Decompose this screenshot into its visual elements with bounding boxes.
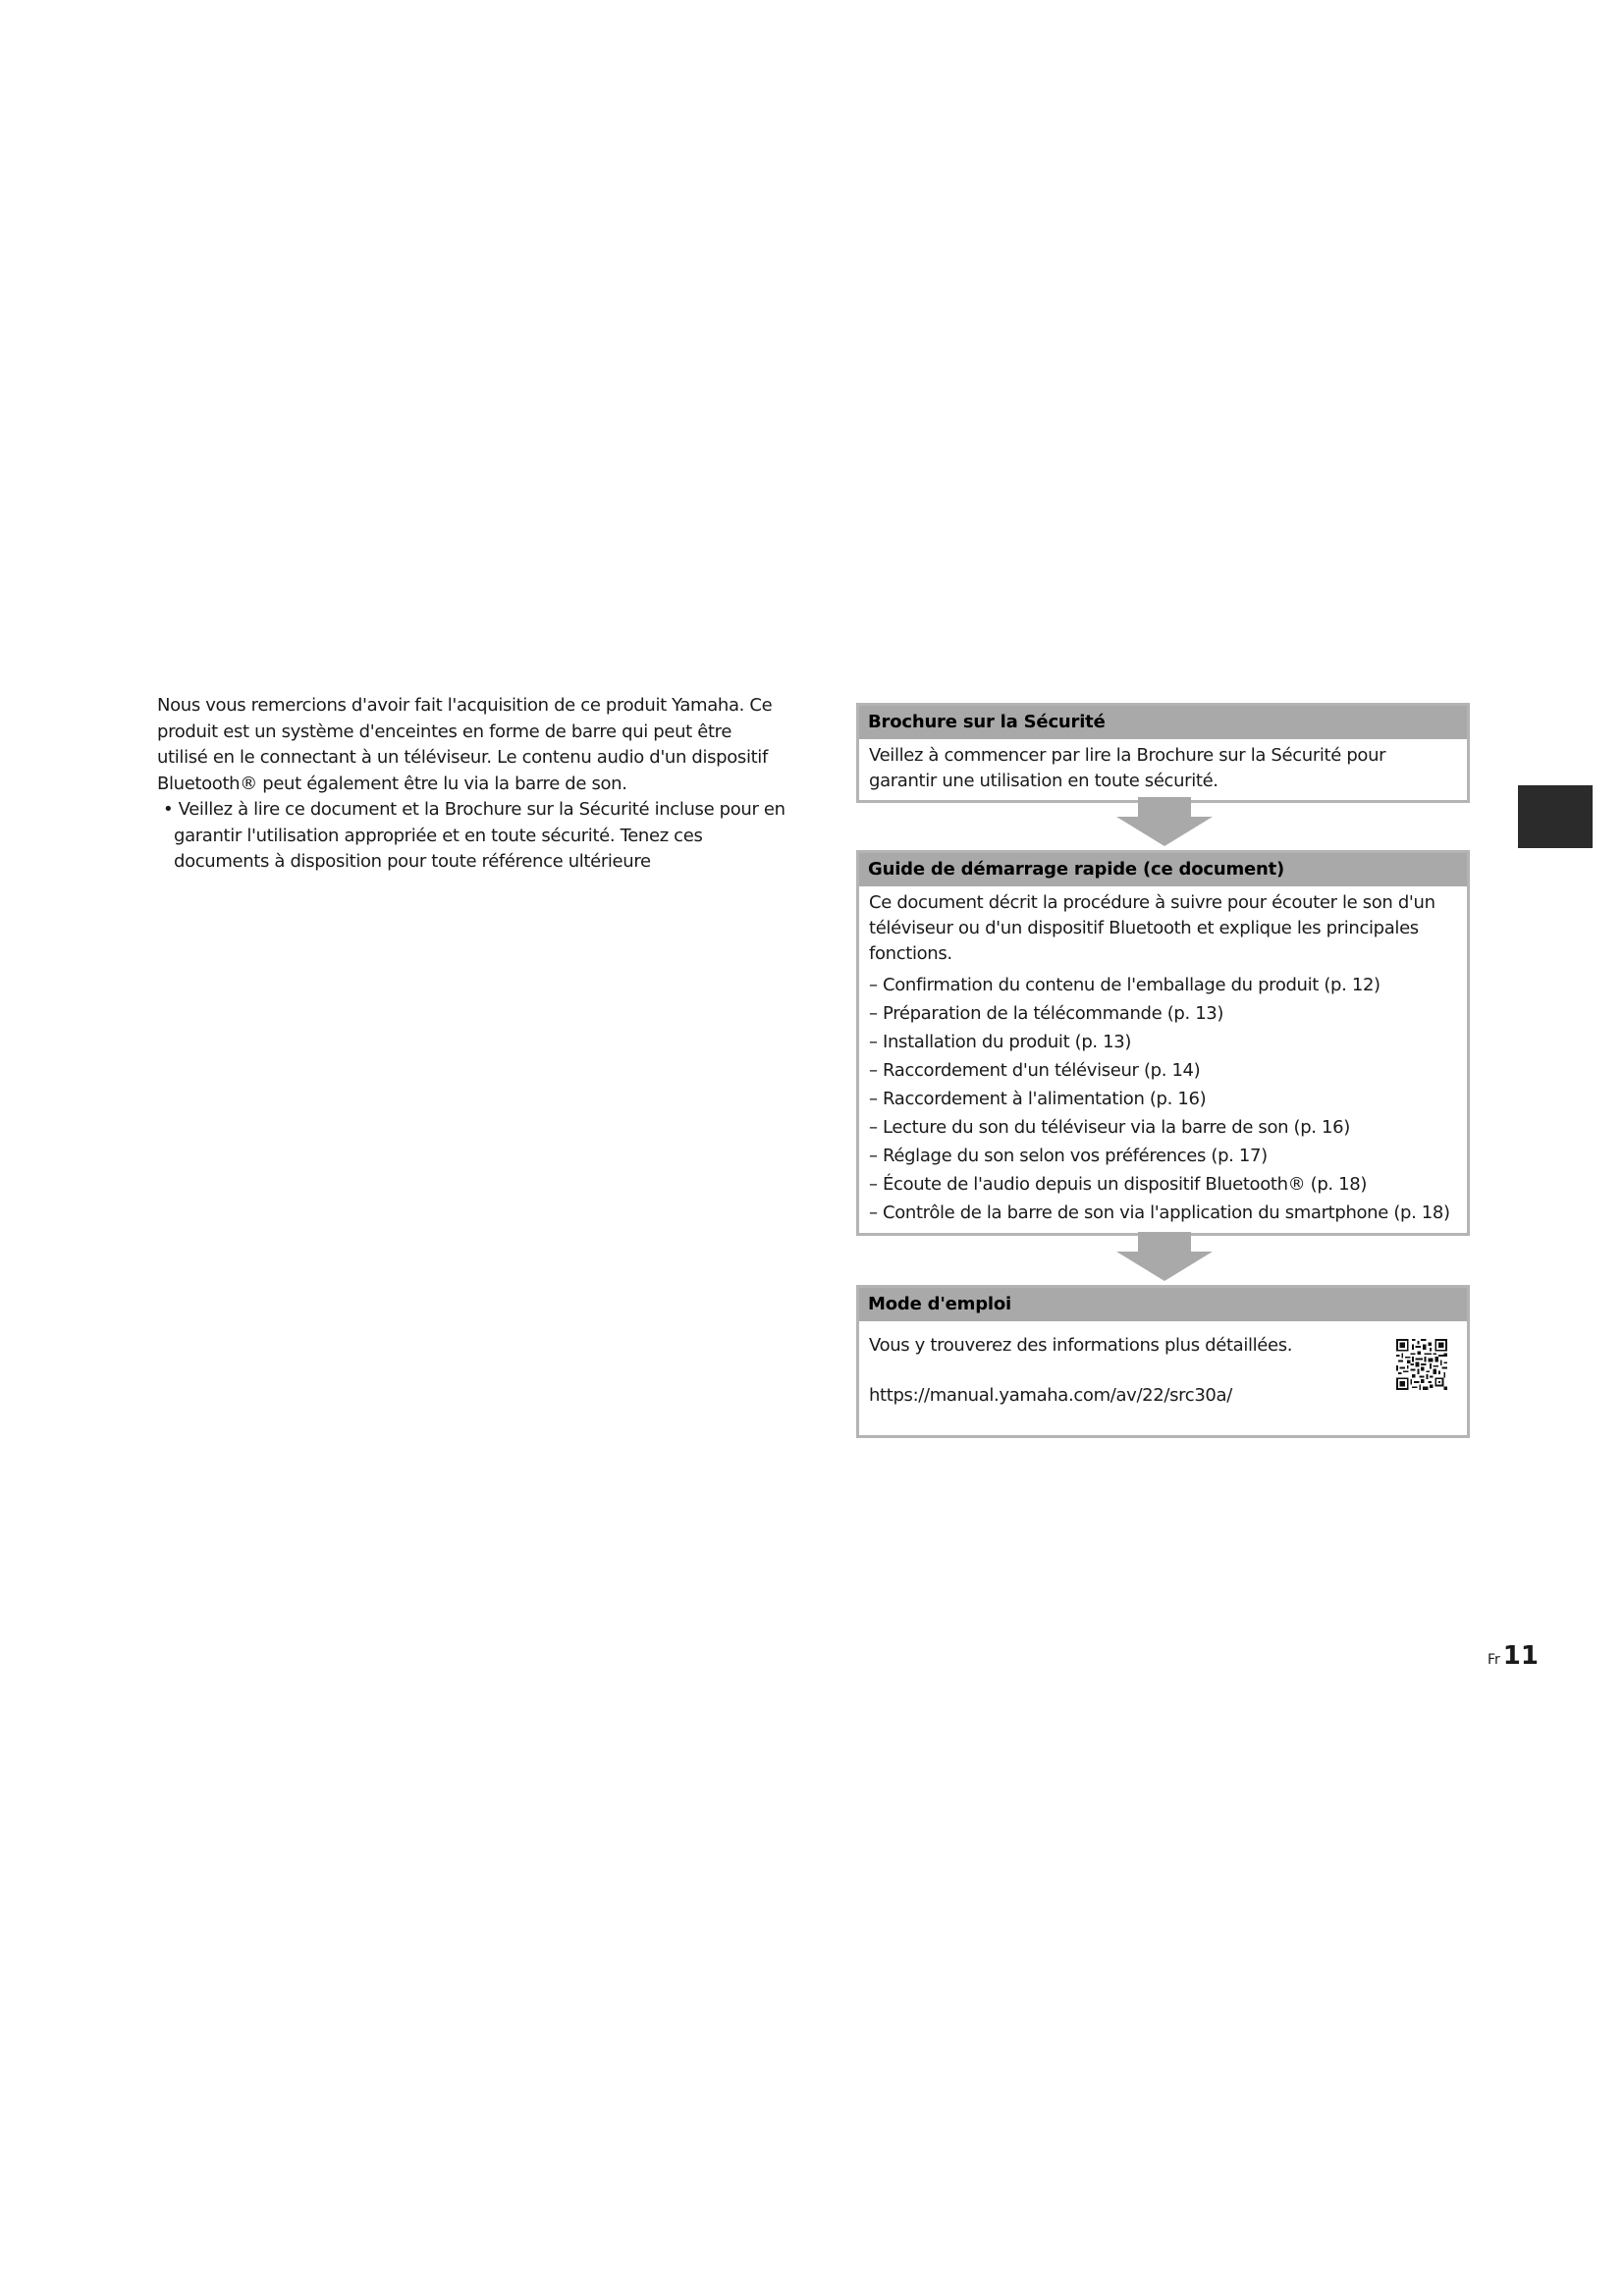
page-number [1488,1641,1539,1671]
manual-text: Vous y trouverez des informations plus détaillées. [869,1335,1293,1356]
list-item: – Raccordement d'un téléviseur (p. 14) [869,1060,1201,1081]
page-number-value: 11 [1502,1641,1539,1671]
list-item: – Raccordement à l'alimentation (p. 16) [869,1089,1207,1109]
manual-url-link[interactable]: https://manual.yamaha.com/av/22/src30a/ [869,1385,1232,1406]
qr-code-icon[interactable] [1396,1339,1447,1390]
safety-brochure-box [856,703,1470,803]
intro-bullet: • Veillez à lire ce document et la Brochure sur la Sécurité incluse pour en garantir l'utilisation appropriée et en toute sécurité. Tenez ces documents à disposition pour toute référence ultérieure [163,799,785,872]
list-item: – Contrôle de la barre de son via l'application du smartphone (p. 18) [869,1202,1450,1223]
intro-text [157,693,785,876]
intro-paragraph: Nous vous remercions d'avoir fait l'acquisition de ce produit Yamaha. Ce produit est un système d'enceintes en forme de barre qui peut être utilisé en le connectant à un téléviseur. Le contenu audio d'un dispositif Bluetooth® peut également être lu via la barre de son. [157,695,773,794]
down-arrow-icon [1116,1232,1213,1281]
list-item: – Préparation de la télécommande (p. 13) [869,1003,1224,1024]
quick-guide-text: Ce document décrit la procédure à suivre pour écouter le son d'un téléviseur ou d'un dispositif Bluetooth et explique les principales fonctions. [869,892,1435,964]
down-arrow-icon [1116,797,1213,846]
quick-guide-box [856,850,1470,1236]
list-item: – Écoute de l'audio depuis un dispositif Bluetooth® (p. 18) [869,1174,1368,1195]
manual-box [856,1285,1470,1438]
quick-guide-list [869,971,1457,1227]
manual-title: Mode d'emploi [859,1288,1467,1321]
list-item: – Confirmation du contenu de l'emballage du produit (p. 12) [869,975,1380,995]
list-item: – Installation du produit (p. 13) [869,1032,1132,1052]
list-item: – Réglage du son selon vos préférences (p. 17) [869,1146,1268,1166]
quick-guide-title: Guide de démarrage rapide (ce document) [859,853,1467,886]
list-item: – Lecture du son du téléviseur via la barre de son (p. 16) [869,1117,1350,1138]
safety-brochure-text: Veillez à commencer par lire la Brochure sur la Sécurité pour garantir une utilisation en toute sécurité. [869,745,1386,791]
safety-brochure-title: Brochure sur la Sécurité [859,706,1467,739]
section-tab [1518,785,1593,848]
page-language: Fr [1488,1652,1500,1668]
